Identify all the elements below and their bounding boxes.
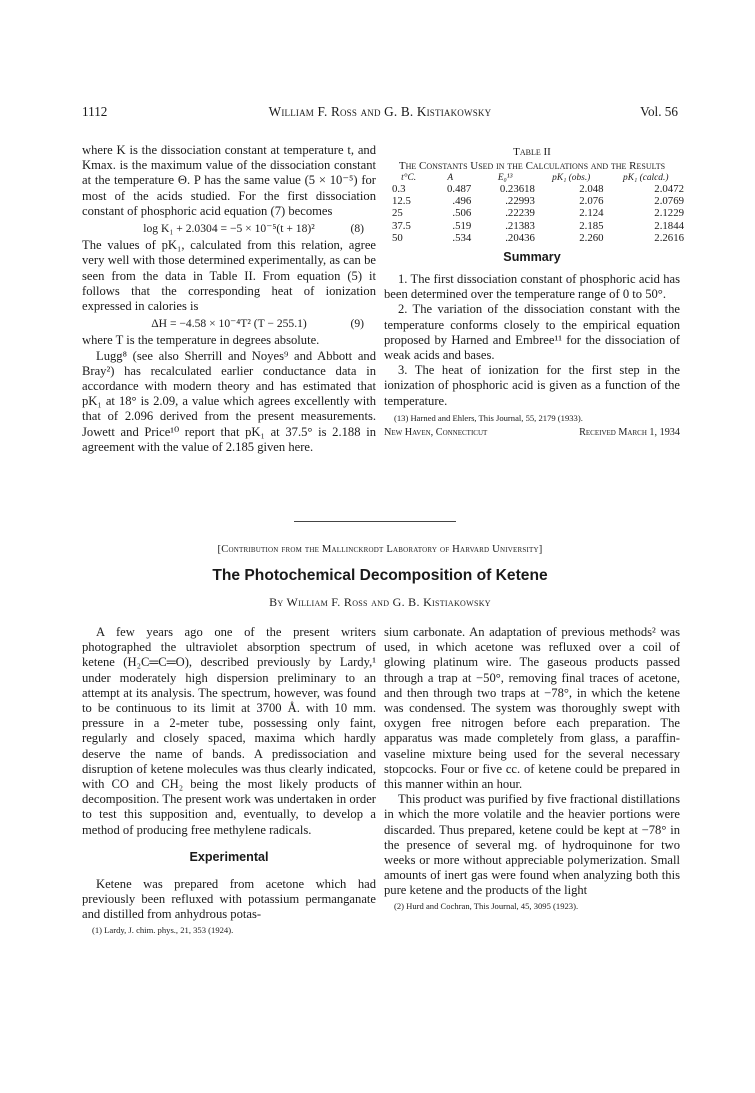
column-header: t°C. <box>401 173 417 183</box>
table-cell: .21383 <box>505 219 535 232</box>
table-cell: .506 <box>452 207 472 220</box>
experimental-heading: Experimental <box>189 849 269 864</box>
table-cell: .496 <box>452 195 472 208</box>
contribution-line: [Contribution from the Mallinckrodt Laboratory of Harvard University] <box>217 544 543 555</box>
footnote: (13) Harned and Ehlers, This Journal, 55, 2179 (1933). <box>394 412 583 423</box>
equation-9 <box>82 316 376 331</box>
column-header: A <box>447 173 454 183</box>
table-row <box>390 183 686 195</box>
table-cell: 12.5 <box>392 195 411 208</box>
paragraph: The values of pK₁, calculated from this relation, agree very well with those determined experimentally, as can be seen from the data in Table II. From equation (5) it follows that the corresponding heat of ionization expressed in calories is <box>82 238 376 314</box>
table-label: Table II <box>513 146 551 158</box>
table-cell: 2.1844 <box>654 219 684 232</box>
running-header <box>82 104 678 124</box>
paragraph: where K is the dissociation constant at temperature t, and Kmax. is the maximum value of the dissociation constant at the temperature Θ. P has the same value (5 × 10⁻⁵) for most of the acids studied. For the first dissociation constant of phosphoric acid equation (7) becomes <box>82 143 376 218</box>
summary-heading: Summary <box>503 250 561 265</box>
equation-text: ΔH = −4.58 × 10⁻⁴T² (T − 255.1) <box>151 317 307 331</box>
table-cell: 2.124 <box>579 207 604 220</box>
table-header-row <box>390 173 686 183</box>
section-divider <box>294 521 456 522</box>
table-cell: .20436 <box>505 231 535 244</box>
paragraph: where T is the temperature in degrees absolute. <box>82 333 320 348</box>
equation-number: (8) <box>350 222 364 236</box>
summary-item: 1. The first dissociation constant of phosphoric acid has been determined over the temperature range of 0 to 50°. <box>384 272 680 302</box>
table-cell: 2.260 <box>579 231 604 244</box>
article-title: The Photochemical Decomposition of Ketene <box>212 567 548 584</box>
table-row <box>390 195 686 207</box>
top-right-column <box>384 145 684 441</box>
table-row <box>390 207 686 219</box>
table-cell: 2.076 <box>579 195 604 208</box>
table-cell: 0.3 <box>392 183 406 195</box>
footnote: (2) Hurd and Cochran, This Journal, 45, 3095 (1923). <box>394 900 579 911</box>
equation-8 <box>82 221 376 236</box>
article-byline: By William F. Ross and G. B. Kistiakowsky <box>269 595 491 609</box>
table-cell: .22993 <box>505 195 535 208</box>
paragraph: Lugg⁸ (see also Sherrill and Noyes⁹ and Abbott and Bray²) has recalculated earlier conductance data in accordance with modern theory and has estimated that pK₁ at 18° is 2.09, a value which agrees excellently with that of 2.096 derived from the present measurements. Jowett and Price¹⁰ report that pK₁ at 37.5° is 2.188 in agreement with the value of 2.185 given here. <box>82 348 376 454</box>
table-cell: 37.5 <box>392 219 411 232</box>
column-header: E₀¹³ <box>497 173 513 183</box>
paragraph: A few years ago one of the present writers photographed the ultraviolet absorption spectrum of ketene (H₂C═C═O), described previously by Lardy,¹ under moderately high dispersion preliminary to an attempt at its analysis. The spectrum, however, was found to be continuous to its limit at 3700 Å. with 10 mm. pressure in a 2-meter tube, possessing only faint, regularly and closely spaced, maxima which hardly deserve the name of bands. A predissociation and disruption of ketene molecules was thus clearly indicated, with CO and CH₂ being the most likely products of decomposition. The present work was undertaken in order to test this supposition and, eventually, to develop a method of producing free methylene radicals. <box>82 625 376 837</box>
received-date: Received March 1, 1934 <box>579 426 680 438</box>
column-header: pK₁ (calcd.) <box>623 173 669 183</box>
equation-number: (9) <box>350 317 364 331</box>
table-cell: 0.23618 <box>499 183 535 195</box>
table-cell: 2.1229 <box>654 207 684 220</box>
volume-label: Vol. 56 <box>640 104 678 119</box>
column-header: pK₁ (obs.) <box>552 173 591 183</box>
table-cell: 50 <box>392 231 403 244</box>
table-row <box>390 232 686 244</box>
constants-table <box>390 173 686 244</box>
table-cell: 2.185 <box>579 219 604 232</box>
summary-item: 2. The variation of the dissociation constant with the temperature conforms closely to the empirical equation proposed by Harned and Embree¹¹ for the dissociation of weak acids and bases. <box>384 302 680 363</box>
paragraph: sium carbonate. An adaptation of previous methods² was used, in which acetone was refluxed over a coil of glowing platinum wire. The gaseous products passed through a trap at −50°, removing final traces of acetone, and then through two traps at −78°, in which the ketene was condensed. The system was thoroughly swept with oxygen free nitrogen before each preparation. The apparatus was made completely from glass, a paraffin-vaseline mixture being used for the several necessary stopcocks. Four or five cc. of ketene could be prepared in this manner within an hour. <box>384 625 680 792</box>
table-cell: 2.0472 <box>654 183 684 195</box>
place: New Haven, Connecticut <box>384 426 488 438</box>
paragraph: Ketene was prepared from acetone which had previously been refluxed with potassium permanganate and distilled from anhydrous potas- <box>82 877 376 922</box>
bottom-right-column <box>384 625 680 912</box>
table-caption: The Constants Used in the Calculations and the Results <box>398 160 666 172</box>
top-left-column <box>82 143 376 455</box>
bottom-left-column <box>82 625 376 936</box>
equation-text: log K₁ + 2.0304 = −5 × 10⁻⁵(t + 18)² <box>143 222 315 236</box>
footnote: (1) Lardy, J. chim. phys., 21, 353 (1924). <box>92 924 234 935</box>
table-cell: .22239 <box>505 207 535 220</box>
table-cell: 25 <box>392 207 403 220</box>
summary-item: 3. The heat of ionization for the first step in the ionization of phosphoric acid is given as a function of the temperature. <box>384 363 680 408</box>
table-cell: .534 <box>452 231 472 244</box>
table-cell: 0.487 <box>447 183 472 195</box>
page-number: 1112 <box>82 104 108 119</box>
dateline <box>384 427 680 441</box>
table-cell: 2.2616 <box>654 231 684 244</box>
table-cell: 2.0769 <box>654 195 684 208</box>
header-authors: William F. Ross and G. B. Kistiakowsky <box>268 104 492 119</box>
paragraph: This product was purified by five fractional distillations in which the more volatile and the heavier portions were discarded. Thus prepared, ketene could be kept at −78° in the presence of several mg. of hydroquinone for two weeks or more without appreciable polymerization. Small amounts of inert gas were found when analyzing both this pure ketene and the products of the light <box>384 792 680 898</box>
table-row <box>390 220 686 232</box>
table-cell: .519 <box>452 219 472 232</box>
table-cell: 2.048 <box>579 183 604 195</box>
